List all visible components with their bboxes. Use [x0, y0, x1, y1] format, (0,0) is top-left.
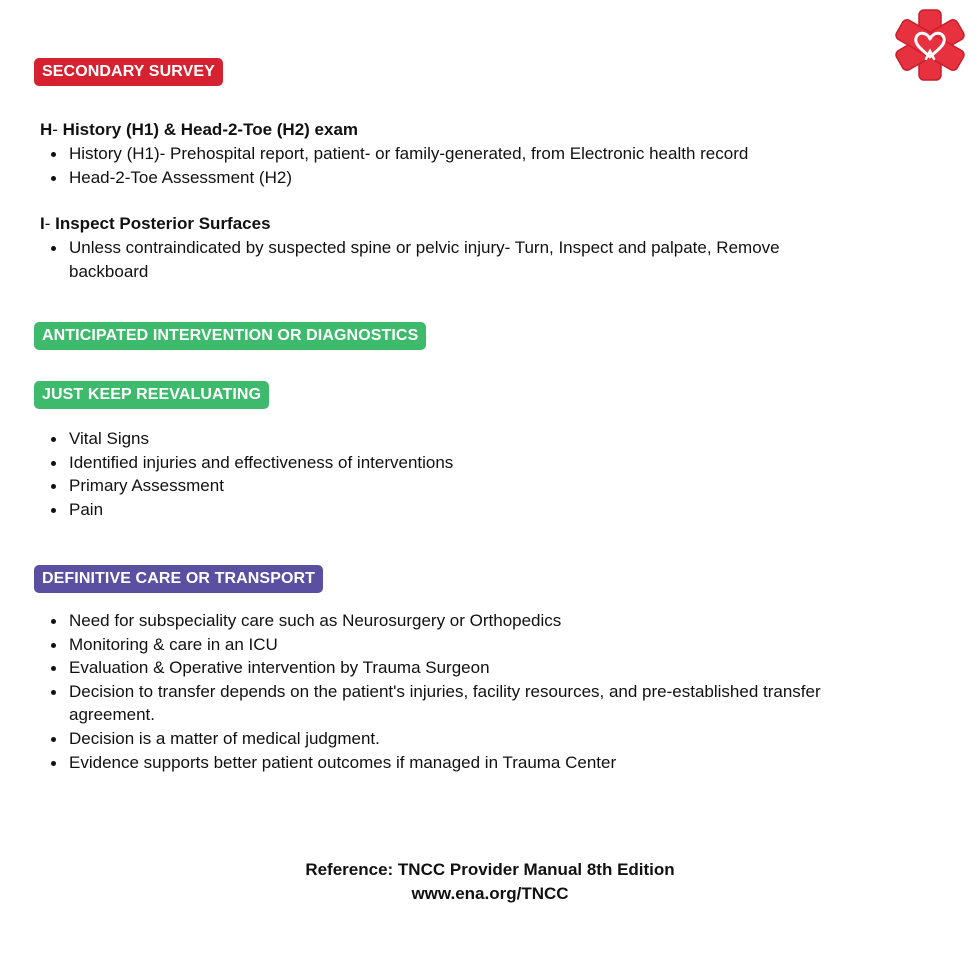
reevaluating-list — [44, 427, 453, 521]
h-section-heading — [40, 118, 358, 142]
i-section-list — [44, 236, 829, 283]
list-item: History (H1)- Prehospital report, patient- or family-generated, from Electronic health record — [69, 142, 829, 166]
h-section-list — [44, 142, 829, 189]
reevaluating-label: JUST KEEP REEVALUATING — [42, 386, 262, 403]
list-item: Unless contraindicated by suspected spine or pelvic injury- Turn, Inspect and palpate, Remove backboard — [69, 236, 829, 283]
secondary-survey-label: SECONDARY SURVEY — [42, 63, 215, 80]
h-title: History (H1) & Head-2-Toe (H2) exam — [62, 120, 359, 139]
list-item: Primary Assessment — [69, 474, 453, 498]
definitive-label: DEFINITIVE CARE OR TRANSPORT — [42, 570, 316, 587]
reevaluating-badge — [34, 381, 269, 409]
anticipated-label: ANTICIPATED INTERVENTION OR DIAGNOSTICS — [42, 327, 419, 344]
list-item: Decision to transfer depends on the patient's injuries, facility resources, and pre-established transfer agreement. — [69, 680, 829, 727]
definitive-badge — [34, 565, 323, 593]
list-item: Evaluation & Operative intervention by Trauma Surgeon — [69, 656, 829, 680]
list-item: Head-2-Toe Assessment (H2) — [69, 166, 829, 190]
i-section-heading — [40, 212, 271, 236]
i-dash: - — [44, 214, 56, 233]
list-item: Decision is a matter of medical judgment. — [69, 727, 829, 751]
reference-url: www.ena.org/TNCC — [411, 884, 569, 903]
list-item: Pain — [69, 498, 453, 522]
list-item: Evidence supports better patient outcomes if managed in Trauma Center — [69, 751, 829, 775]
secondary-survey-badge — [34, 58, 223, 86]
h-prefix: H — [40, 120, 53, 139]
definitive-list — [44, 609, 829, 774]
i-title: Inspect Posterior Surfaces — [55, 214, 271, 233]
reference-title: Reference: TNCC Provider Manual 8th Edition — [305, 860, 675, 879]
anticipated-badge — [34, 322, 426, 350]
i-prefix: I — [40, 214, 45, 233]
reference-block — [0, 858, 980, 906]
list-item: Need for subspeciality care such as Neurosurgery or Orthopedics — [69, 609, 829, 633]
list-item: Monitoring & care in an ICU — [69, 633, 829, 657]
list-item: Identified injuries and effectiveness of interventions — [69, 451, 453, 475]
ena-star-heart-icon — [893, 8, 967, 82]
list-item: Vital Signs — [69, 427, 453, 451]
h-dash: - — [52, 120, 63, 139]
